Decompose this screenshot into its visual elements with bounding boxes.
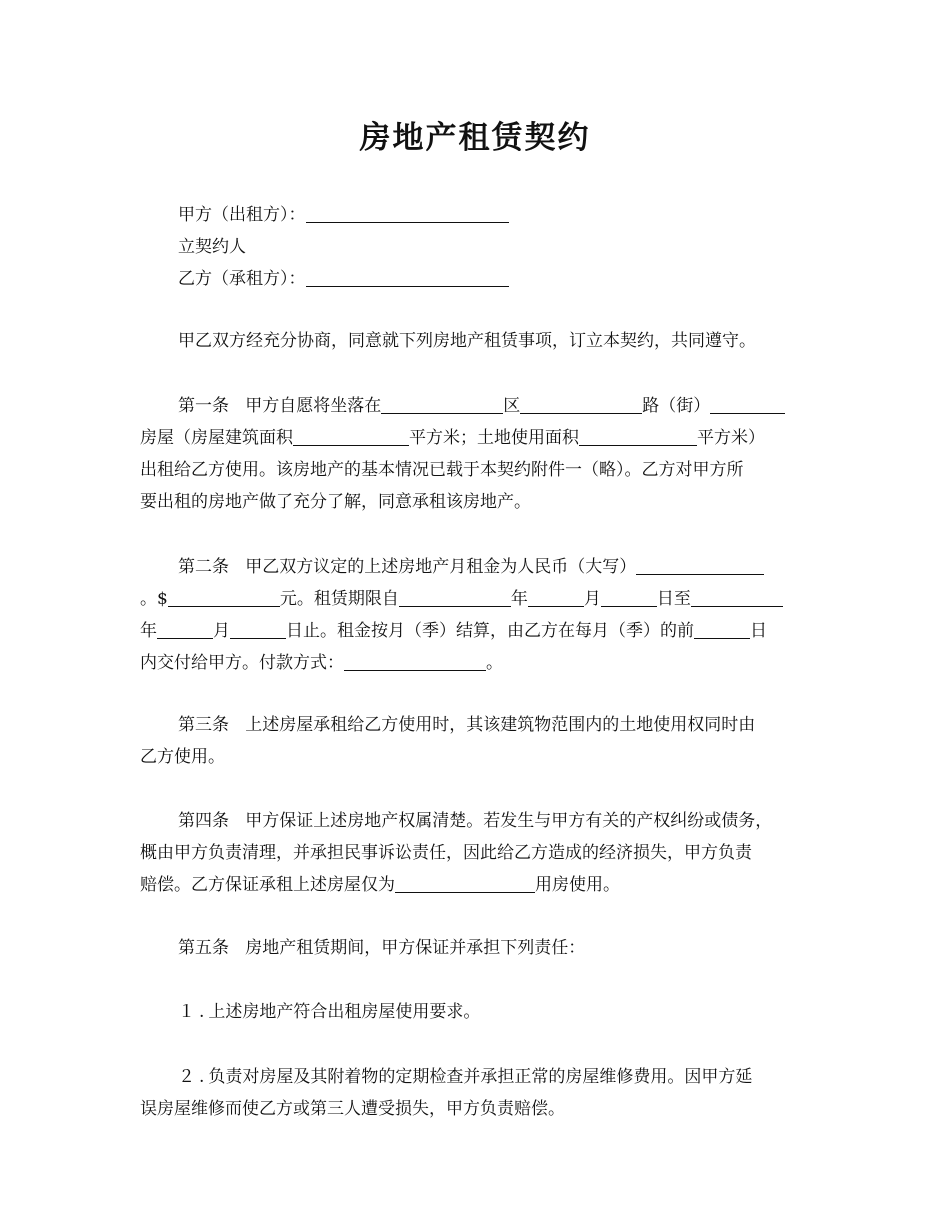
item-2-text: 负责对房屋及其附着物的定期检查并承担正常的房屋维修费用。因甲方延: [208, 1067, 753, 1087]
contract-label: 立契约人: [178, 237, 246, 257]
end-year-blank: [691, 588, 783, 607]
article-1-line-2: [140, 422, 820, 454]
article-4-line-2: 概由甲方负责清理，并承担民事诉讼责任，因此给乙方造成的经济损失，甲方负责: [140, 843, 752, 863]
start-year-blank: [399, 588, 511, 607]
start-day-blank: [601, 588, 657, 607]
item-1-number: １.: [178, 1002, 209, 1022]
intro-paragraph: 甲乙双方经充分协商，同意就下列房地产租赁事项，订立本契约，共同遵守。: [178, 331, 756, 351]
article-2-line-3: [140, 615, 820, 647]
article-2-text: 日: [750, 621, 767, 641]
article-2-text: 。$: [140, 589, 168, 609]
street-number-blank: [710, 395, 785, 414]
article-2-line-2: [140, 583, 820, 615]
article-5-line-1: [178, 932, 818, 964]
article-2-text: 日止。租金按月（季）结算，由乙方在每月（季）的前: [286, 621, 694, 641]
party-b-label: 乙方（承租方）：: [178, 269, 306, 289]
article-2-text: 月: [213, 621, 230, 641]
article-1-text: 房屋（房屋建筑面积: [140, 428, 293, 448]
road-blank: [520, 395, 642, 414]
item-2-number: ２.: [178, 1067, 209, 1087]
article-1-heading: 第一条: [178, 396, 229, 416]
article-1-text: 平方米；土地使用面积: [409, 428, 579, 448]
district-blank: [381, 395, 503, 414]
article-4-line-1: [178, 805, 818, 837]
article-2-text: 日至: [656, 589, 691, 609]
article-2-text: 年: [510, 589, 528, 609]
article-4-text: 赔偿。乙方保证承租上述房屋仅为: [140, 875, 395, 895]
article-1-line-4: 要出租的房地产做了充分了解，同意承租该房地产。: [140, 492, 531, 512]
article-2-heading: 第二条: [178, 557, 229, 577]
article-4-heading: 第四条: [178, 811, 229, 831]
article-1-line-1: [178, 390, 818, 422]
end-month-blank: [157, 620, 213, 639]
party-a-line: [178, 199, 818, 231]
item-1-text: 上述房地产符合出租房屋使用要求。: [208, 1002, 481, 1022]
start-month-blank: [528, 588, 584, 607]
article-2-text: 月: [583, 589, 601, 609]
payment-method-blank: [344, 652, 486, 671]
party-b-line: [178, 263, 818, 295]
article-3-line-1: [178, 709, 818, 741]
article-5-text: 房地产租赁期间，甲方保证并承担下列责任：: [245, 938, 586, 958]
article-5-item-1: [178, 996, 818, 1028]
article-2-line-1: [178, 551, 818, 583]
article-4-text: 用房使用。: [535, 875, 620, 895]
party-a-label: 甲方（出租方）：: [178, 205, 306, 225]
article-5-heading: 第五条: [178, 938, 229, 958]
rent-chinese-blank: [636, 556, 764, 575]
party-a-blank: [306, 204, 509, 223]
party-b-blank: [306, 268, 509, 287]
article-1-text: 区: [503, 396, 521, 416]
article-4-line-3: [140, 869, 820, 901]
article-1-text: 平方米）: [697, 428, 765, 448]
document-title: 房地产租赁契约: [359, 120, 591, 156]
article-2-text: 。: [486, 653, 503, 673]
article-3-text: 上述房屋承租给乙方使用时，其该建筑物范围内的土地使用权同时由: [245, 715, 756, 735]
article-1-text: 路（街）: [642, 396, 711, 416]
usage-purpose-blank: [395, 874, 535, 893]
article-5-item-2-cont: 误房屋维修而使乙方或第三人遭受损失，甲方负责赔偿。: [140, 1099, 565, 1119]
article-2-line-4: [140, 647, 820, 679]
rent-amount-blank: [168, 588, 280, 607]
payment-days-blank: [694, 620, 750, 639]
land-area-blank: [579, 427, 697, 446]
contract-signatory-line: [178, 231, 818, 263]
article-2-text: 年: [140, 621, 157, 641]
article-2-text: 甲乙双方议定的上述房地产月租金为人民币（大写）: [245, 557, 637, 577]
article-2-text: 元。租赁期限自: [279, 589, 399, 609]
article-5-item-2: [178, 1061, 818, 1093]
article-3-heading: 第三条: [178, 715, 229, 735]
building-area-blank: [293, 427, 409, 446]
article-3-line-2: 乙方使用。: [140, 747, 225, 767]
article-1-text: 甲方自愿将坐落在: [245, 396, 382, 416]
article-1-line-3: 出租给乙方使用。该房地产的基本情况已载于本契约附件一（略）。乙方对甲方所: [140, 460, 744, 480]
article-4-text: 甲方保证上述房地产权属清楚。若发生与甲方有关的产权纠纷或债务，: [245, 811, 773, 831]
article-2-text: 内交付给甲方。付款方式：: [140, 653, 344, 673]
end-day-blank: [230, 620, 286, 639]
